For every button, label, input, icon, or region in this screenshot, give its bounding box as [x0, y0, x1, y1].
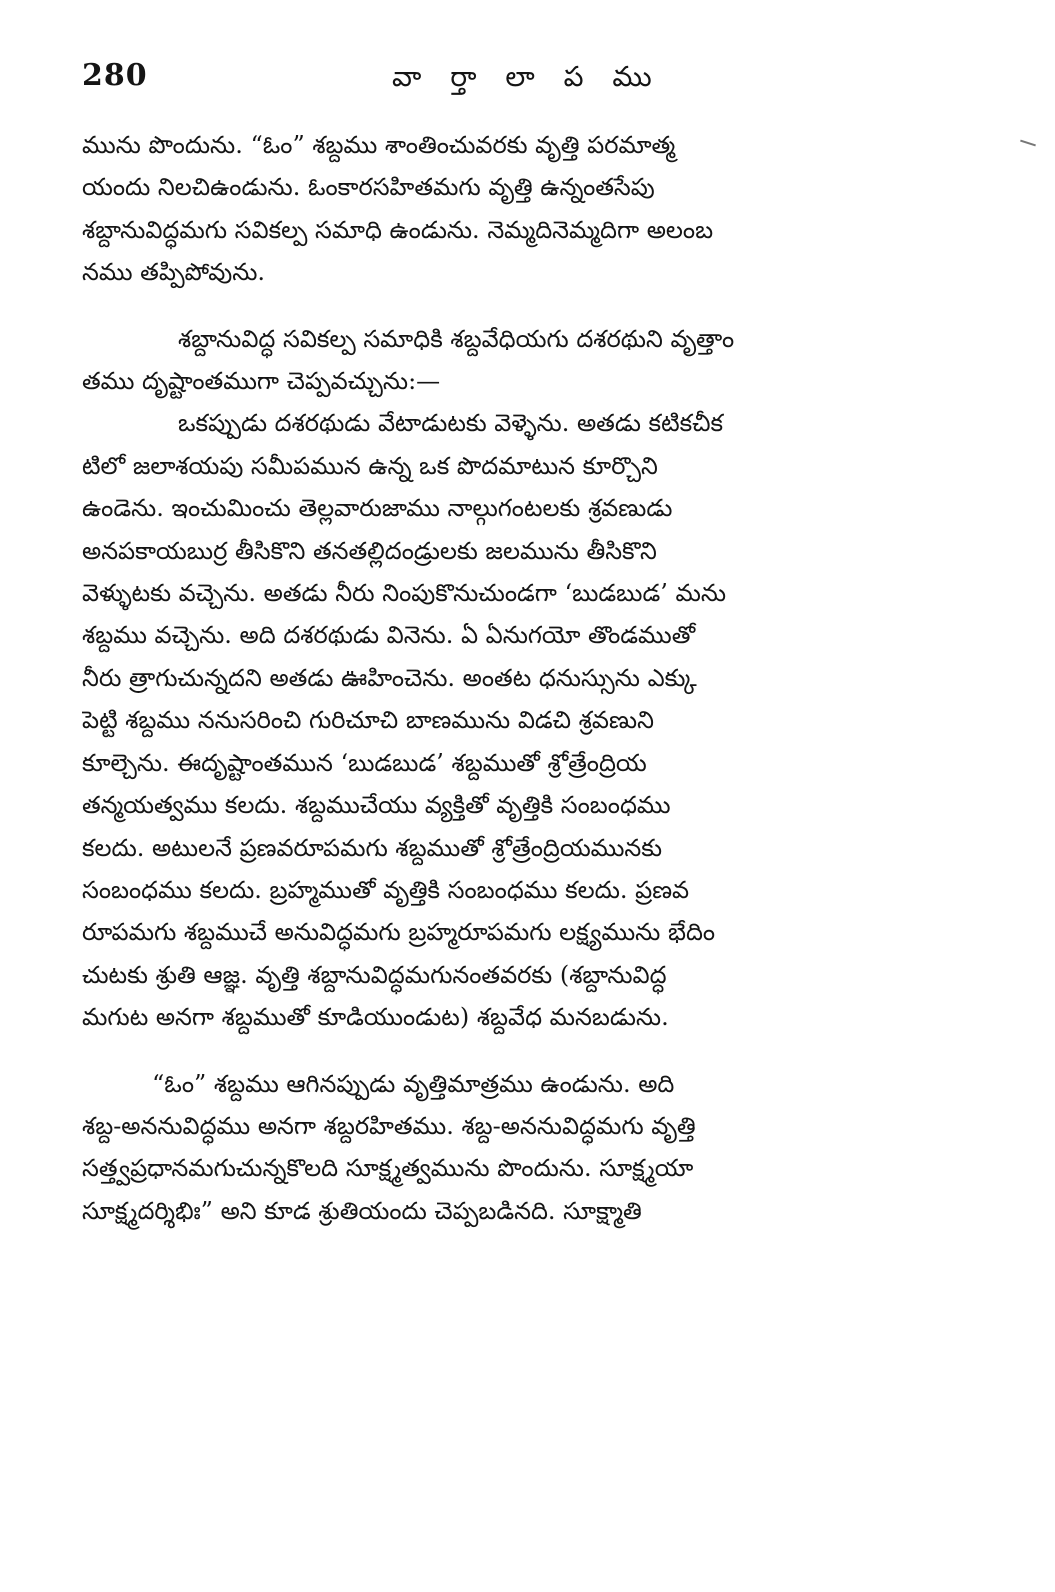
text-line: మును పొందును. “ఓం” శబ్దము శాంతించువరకు వృత్తి పరమాత్మ: [82, 131, 676, 159]
text-line: “ఓం” శబ్దము ఆగినప్పుడు వృత్తిమాత్రము ఉండును. అది: [152, 1069, 675, 1098]
text-line: రూపమగు శబ్దముచే అనువిద్ధమగు బ్రహ్మరూపమగు లక్ష్యమును భేదిం: [82, 918, 716, 947]
text-line: మగుట అనగా శబ్దముతో కూడియుండుట) శబ్దవేధ మనబడును.: [82, 1003, 669, 1032]
text-line: తన్మయత్వము కలదు. శబ్దముచేయు వ్యక్తితో వృత్తికి సంబంధము: [82, 791, 671, 820]
text-line: టిలో జలాశయపు సమీపమున ఉన్న ఒక పొదమాటున కూర్చొని: [82, 451, 658, 480]
body-text: [82, 124, 942, 1232]
text-line: సత్త్వప్రధానమగుచున్నకొలది సూక్ష్మత్వమును పొందును. సూక్ష్మయా: [82, 1154, 694, 1183]
text-line: కూల్చెను. ఈదృష్టాంతమున ‘బుడబుడ’ శబ్దముతో శ్రోత్రేంద్రియ: [82, 748, 647, 777]
text-line: శబ్ద-అననువిద్ధము అనగా శబ్దరహితము. శబ్ద-అననువిద్ధమగు వృత్తి: [82, 1111, 696, 1140]
text-line: కలదు. అటులనే ప్రణవరూపమగు శబ్దముతో శ్రోత్రేంద్రియమునకు: [82, 833, 663, 862]
text-line: శబ్దానువిద్ధమగు సవికల్ప సమాధి ఉండును. నెమ్మదినెమ్మదిగా అలంబ: [82, 215, 714, 244]
text-line: ఒకప్పుడు దశరథుడు వేటాడుటకు వెళ్ళెను. అతడు కటికచీక: [178, 409, 724, 438]
paragraph-1: [82, 124, 942, 294]
page-number: 280: [82, 58, 148, 93]
text-line: ఉండెను. ఇంచుమించు తెల్లవారుజాము నాల్గుగంటలకు శ్రవణుడు: [82, 494, 673, 523]
paragraph-2: [82, 318, 942, 403]
text-line: సంబంధము కలదు. బ్రహ్మముతో వృత్తికి సంబంధము కలదు. ప్రణవ: [82, 875, 690, 904]
text-line: పెట్టి శబ్దము ననుసరించి గురిచూచి బాణమును విడచి శ్రవణుని: [82, 706, 654, 735]
text-line: నీరు త్రాగుచున్నదని అతడు ఊహించెను. అంతట ధనుస్సును ఎక్కు: [82, 663, 697, 692]
text-line: తము దృష్టాంతముగా చెప్పవచ్చును:—: [82, 367, 441, 396]
text-line: వెళ్ళుటకు వచ్చెను. అతడు నీరు నింపుకొనుచుండగా ‘బుడబుడ’ మను: [82, 579, 727, 608]
paragraph-4: [82, 1063, 942, 1233]
text-line: శబ్దానువిద్ధ సవికల్ప సమాధికి శబ్దవేధియగు దశరథుని వృత్తాం: [178, 324, 735, 353]
text-line: శబ్దము వచ్చెను. అది దశరథుడు వినెను. ఏ ఏనుగయో తొండముతో: [82, 621, 696, 650]
running-title: వా ర్తా లా ప ము: [392, 60, 662, 93]
page-header: [82, 58, 942, 108]
paragraph-3: [82, 402, 942, 1038]
text-line: అనపకాయబుర్ర తీసికొని తనతల్లిదండ్రులకు జలమును తీసికొని: [82, 536, 657, 565]
text-line: చుటకు శ్రుతి ఆజ్ఞ. వృత్తి శబ్దానువిద్ధమగునంతవరకు (శబ్దానువిద్ధ: [82, 960, 667, 989]
margin-mark: [1020, 140, 1036, 147]
text-line: సూక్ష్మదర్శిభిః” అని కూడ శ్రుతియందు చెప్పబడినది. సూక్ష్మాతి: [82, 1196, 642, 1225]
text-line: యందు నిలచిఉండును. ఓంకారసహితమగు వృత్తి ఉన్నంతసేపు: [82, 173, 655, 202]
text-line: నము తప్పిపోవును.: [82, 258, 266, 287]
